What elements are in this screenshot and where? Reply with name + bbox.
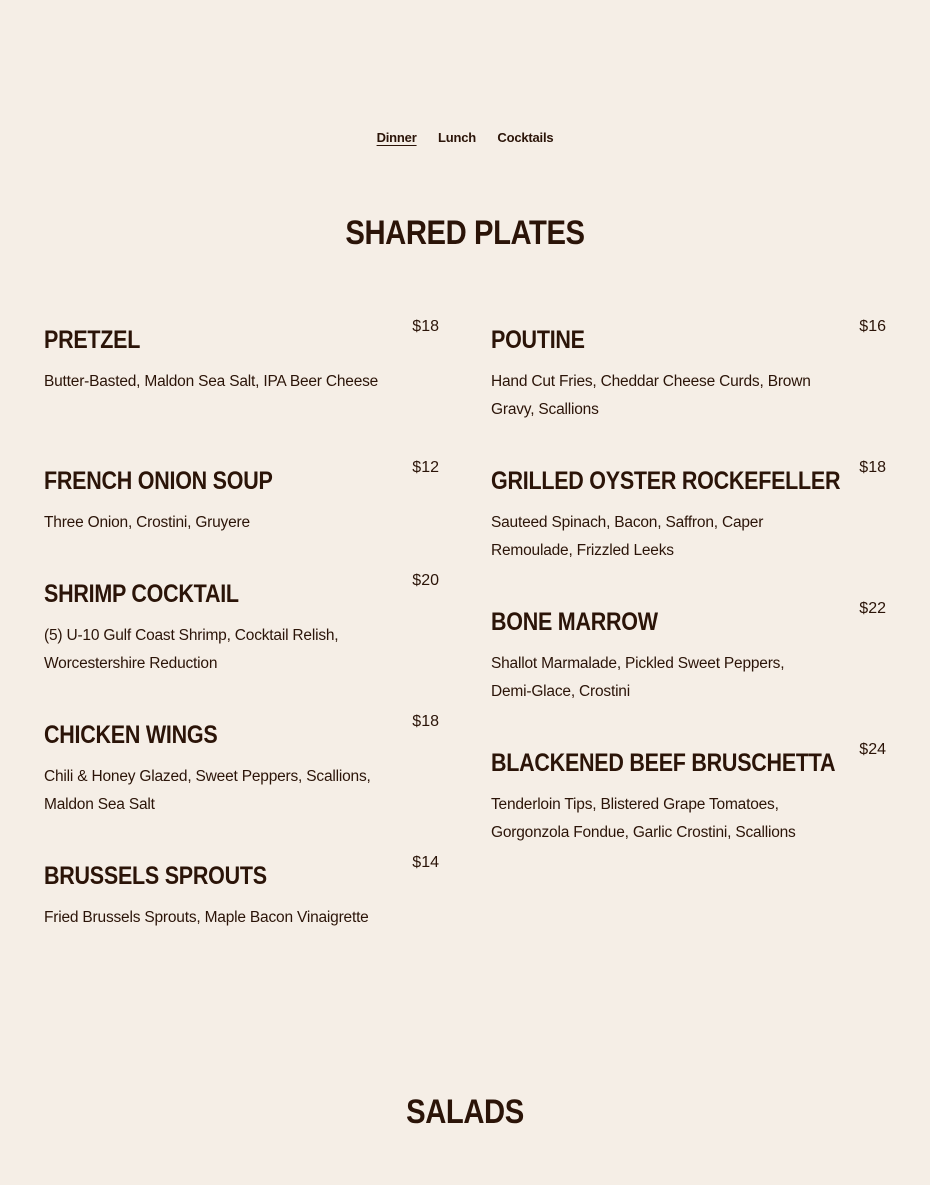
tab-lunch[interactable]: Lunch [437, 130, 476, 145]
menu-item-name: PRETZEL [44, 326, 141, 354]
menu-item-price: $16 [859, 318, 886, 335]
menu-item-price: $12 [412, 459, 439, 476]
menu-item-price: $14 [412, 854, 439, 871]
menu-item-price: $20 [412, 572, 439, 589]
menu-item-name: BONE MARROW [491, 608, 658, 636]
menu-item-description: Fried Brussels Sprouts, Maple Bacon Vinaigrette [44, 909, 369, 926]
menu-item-description: Three Onion, Crostini, Gruyere [44, 514, 250, 531]
menu-item-price: $22 [859, 600, 886, 617]
menu-item-description: Butter-Basted, Maldon Sea Salt, IPA Beer Cheese [44, 373, 379, 390]
menu-item-name: GRILLED OYSTER ROCKEFELLER [491, 467, 841, 495]
menu-item-description: (5) U-10 Gulf Coast Shrimp, Cocktail Relish, Worcestershire Reduction [44, 627, 339, 672]
menu-item-name: SHRIMP COCKTAIL [44, 580, 239, 608]
menu-item-description: Hand Cut Fries, Cheddar Cheese Curds, Brown Gravy, Scallions [491, 373, 811, 418]
menu-item-price: $18 [412, 713, 439, 730]
menu-item-name: BLACKENED BEEF BRUSCHETTA [491, 749, 836, 777]
tab-dinner[interactable]: Dinner [376, 130, 417, 145]
menu-item-name: FRENCH ONION SOUP [44, 467, 273, 495]
menu-item-name: POUTINE [491, 326, 585, 354]
menu-item-description: Chili & Honey Glazed, Sweet Peppers, Scallions, Maldon Sea Salt [44, 768, 371, 813]
menu-tabs [0, 130, 930, 145]
menu-item-name: CHICKEN WINGS [44, 721, 218, 749]
menu-item-description: Tenderloin Tips, Blistered Grape Tomatoes, Gorgonzola Fondue, Garlic Crostini, Scallions [491, 796, 796, 841]
menu-item-name: BRUSSELS SPROUTS [44, 862, 267, 890]
tab-cocktails[interactable]: Cocktails [497, 130, 554, 145]
menu-item-price: $18 [412, 318, 439, 335]
section-title-shared-plates: SHARED PLATES [345, 214, 585, 252]
section-title-salads: SALADS [406, 1093, 524, 1131]
menu-item-price: $24 [859, 741, 886, 758]
menu-item-price: $18 [859, 459, 886, 476]
menu-item-description: Sauteed Spinach, Bacon, Saffron, Caper Remoulade, Frizzled Leeks [491, 514, 764, 559]
menu-item-description: Shallot Marmalade, Pickled Sweet Peppers, Demi-Glace, Crostini [491, 655, 785, 700]
